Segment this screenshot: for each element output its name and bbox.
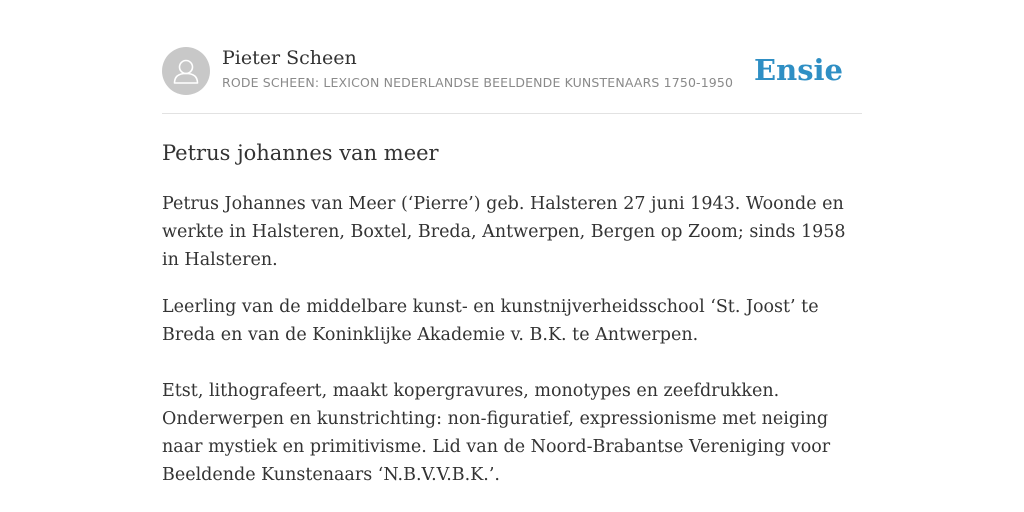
author-header (162, 46, 862, 96)
avatar[interactable] (162, 47, 210, 95)
paragraph-biography: Petrus Johannes van Meer (‘Pierre’) geb. Halsteren 27 juni 1943. Woonde en werkte in Halsteren, Boxtel, Breda, Antwerpen, Bergen op Zoom; sinds 1958 in Halsteren. (162, 194, 846, 270)
author-name[interactable]: Pieter Scheen (222, 47, 357, 69)
paragraph-work: Etst, lithografeert, maakt kopergravures, monotypes en zeefdrukken. Onderwerpen en kunstrichting: non-figuratief, expressionisme met neiging naar mystiek en primitivisme. Lid van de Noord-Brabantse Vereniging voor Beeldende Kunstenaars ‘N.B.V.V.B.K.’. (162, 381, 831, 485)
source-title[interactable]: RODE SCHEEN: LEXICON NEDERLANDSE BEELDENDE KUNSTENAARS 1750-1950 (222, 75, 734, 90)
article-title: Petrus johannes van meer (162, 141, 439, 165)
user-silhouette-icon (162, 47, 210, 95)
brand-logo[interactable]: Ensie (754, 53, 843, 87)
article-body (162, 190, 862, 489)
paragraph-education: Leerling van de middelbare kunst- en kunstnijverheidsschool ‘St. Joost’ te Breda en van de Koninklijke Akademie v. B.K. te Antwerpen. (162, 297, 819, 345)
divider (162, 113, 862, 114)
